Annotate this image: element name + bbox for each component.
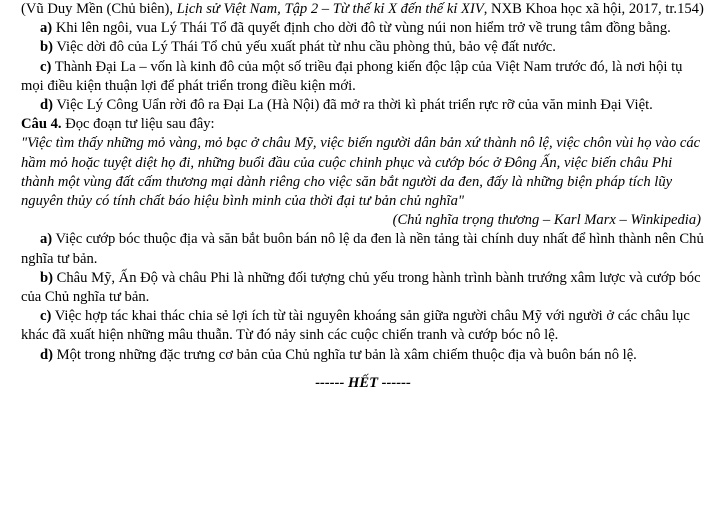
option-text: Thành Đại La – vốn là kinh đô của một số triều đại phong kiến độc lập của Việt Nam trước đó, là nơi hội tụ mọi điều kiện thuận lợi để phát triển trong điều kiện mới. <box>21 58 683 94</box>
q4-heading <box>21 115 705 134</box>
end-marker: ------ HẾT ------ <box>315 374 411 391</box>
q4-option-a <box>21 230 705 268</box>
option-text: Khi lên ngôi, vua Lý Thái Tổ đã quyết định cho dời đô từ vùng núi non hiểm trở về trung tâm đồng bằng. <box>52 20 671 37</box>
q4-source: (Chủ nghĩa trọng thương – Karl Marx – Winkipedia) <box>392 212 701 229</box>
citation-prefix: (Vũ Duy Mền (Chủ biên), <box>21 1 177 17</box>
citation <box>21 0 705 19</box>
citation-suffix: , NXB Khoa học xã hội, 2017, tr.154) <box>483 1 704 17</box>
citation-title: Lịch sử Việt Nam, Tập 2 – Từ thế kỉ X đến thế kỉ XIV <box>176 1 484 17</box>
option-text: Việc cướp bóc thuộc địa và săn bắt buôn bán nô lệ da đen là nền tảng tài chính duy nhất để hình thành nên Chủ nghĩa tư bản. <box>21 231 704 267</box>
document-page <box>21 0 705 393</box>
option-letter: b) <box>40 39 53 56</box>
q4-option-d <box>21 346 705 365</box>
option-letter: a) <box>40 20 53 37</box>
option-letter: d) <box>40 346 53 363</box>
option-text: Việc hợp tác khai thác chia sẻ lợi ích từ tài nguyên khoáng sản giữa người châu Mỹ với người ở các châu lục khác đã xuất hiện những mâu thuẫn. Từ đó nảy sinh các cuộc chiến tranh và cướp bóc nô lệ. <box>21 308 690 344</box>
question-label: Câu 4. <box>21 116 62 133</box>
option-text: Việc Lý Công Uẩn rời đô ra Đại La (Hà Nội) đã mở ra thời kì phát triển rực rỡ của văn minh Đại Việt. <box>52 97 653 114</box>
q4-option-c <box>21 307 705 345</box>
q3-option-a <box>21 19 705 38</box>
option-letter: b) <box>40 269 53 286</box>
q3-option-c <box>21 58 705 96</box>
q3-option-b <box>21 38 705 57</box>
q4-option-b <box>21 269 705 307</box>
option-letter: d) <box>40 97 53 114</box>
option-text: Một trong những đặc trưng cơ bản của Chủ nghĩa tư bản là xâm chiếm thuộc địa và buôn bán nô lệ. <box>52 346 637 363</box>
option-letter: c) <box>40 58 52 75</box>
question-instruction: Đọc đoạn tư liệu sau đây: <box>61 116 215 133</box>
option-text: Việc dời đô của Lý Thái Tổ chủ yếu xuất phát từ nhu cầu phòng thủ, bảo vệ đất nước. <box>52 39 556 56</box>
option-text: Châu Mỹ, Ấn Độ và châu Phi là những đối tượng chủ yếu trong hành trình bành trướng xâm lược và cướp bóc của Chủ nghĩa tư bản. <box>21 269 701 306</box>
option-letter: a) <box>40 231 53 248</box>
q4-quote: "Việc tìm thấy những mỏ vàng, mỏ bạc ở châu Mỹ, việc biến người dân bản xứ thành nô lệ, việc chôn vùi họ vào các hầm mỏ hoặc tuyệt diệt họ đi, những buổi đầu của cuộc chinh phục và cướp bóc ở Đông Ấn, việc biến châu Phi thành một vùng đất cấm thương mại dành riêng cho việc săn bắt người da đen, đấy là những biện pháp tích lũy nguyên thủy có tính chất báo hiệu bình minh của thời đại tư bản chủ nghĩa" <box>21 135 701 210</box>
option-letter: c) <box>40 308 52 325</box>
q3-option-d <box>21 96 705 115</box>
